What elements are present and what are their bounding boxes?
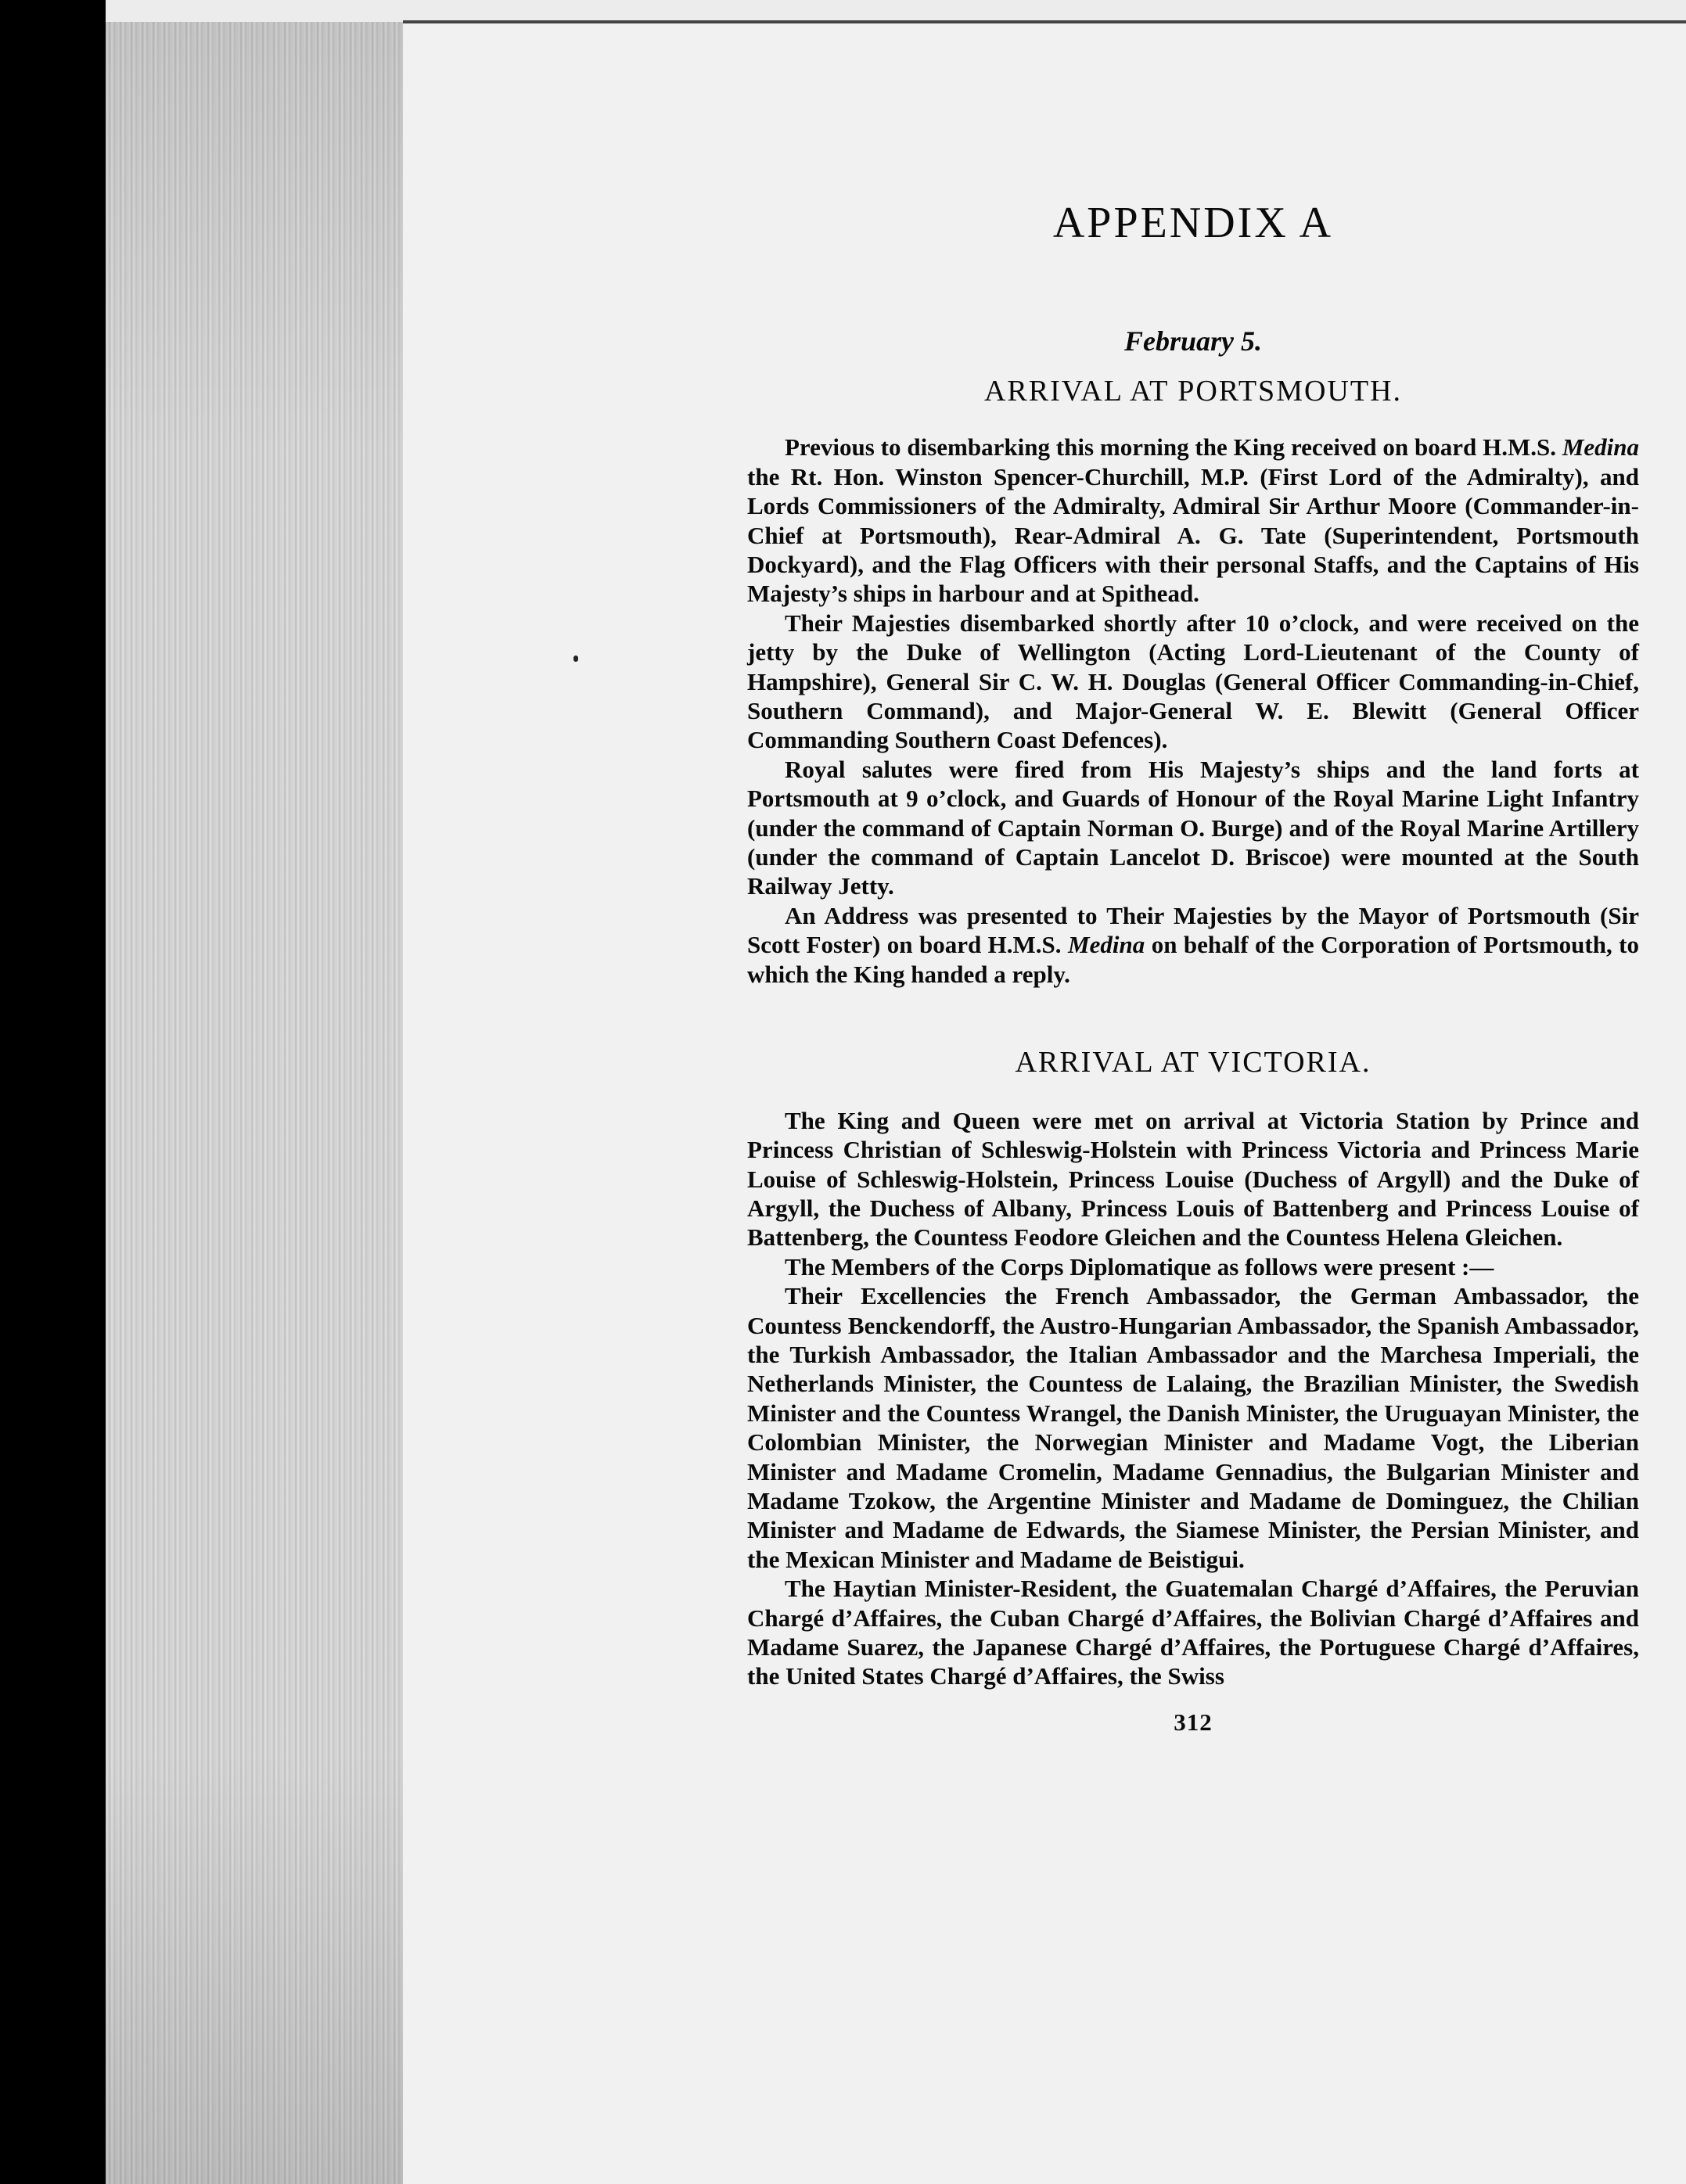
section-title-victoria: ARRIVAL AT VICTORIA. [1015,1046,1371,1079]
paragraph: Previous to disembarking this morning the King received on board H.M.S. Medina the Rt. Hon. Winston Spencer-Churchill, M.P. (First Lord of the Admiralty), and Lords Commissioners of the Admiralty, Admiral Sir Arthur Moore (Commander-in-Chief at Portsmouth), Rear-Admiral A. G. Tate (Superintendent, Portsmouth Dockyard), and the Flag Officers with their personal Staffs, and the Captains of His Majesty’s ships in harbour and at Spithead. [747,433,1639,608]
book-gutter [0,0,106,2184]
paragraph: An Address was presented to Their Majesties by the Mayor of Portsmouth (Sir Scott Foster) on board H.M.S. Medina on behalf of the Corporation of Portsmouth, to which the King handed a reply. [747,901,1640,988]
ink-speck [573,656,578,662]
section-title-portsmouth: ARRIVAL AT PORTSMOUTH. [983,374,1403,408]
paragraph: The Haytian Minister-Resident, the Guatemalan Chargé d’Affaires, the Peruvian Chargé d’Affaires, the Cuban Chargé d’Affaires, the Bolivian Chargé d’Affaires and Madame Suarez, the Japanese Chargé d’Affaires, the Portuguese Chargé d’Affaires, the United States Chargé d’Affaires, the Swiss [747,1575,1639,1690]
page-content [747,199,1639,1737]
paragraph: The King and Queen were met on arrival at Victoria Station by Prince and Princess Christian of Schleswig-Holstein with Princess Victoria and Princess Marie Louise of Schleswig-Holstein, Princess Louise (Duchess of Argyll) and the Duke of Argyll, the Duchess of Albany, Princess Louis of Battenberg and Princess Louise of Battenberg, the Countess Feodore Gleichen and the Countess Helena Gleichen. [747,1106,1639,1252]
paragraph: The Members of the Corps Diplomatique as follows were present :— [785,1252,1494,1281]
paragraph: Their Majesties disembarked shortly after 10 o’clock, and were received on the jetty by the Duke of Wellington (Acting Lord-Lieutenant of the County of Hampshire), General Sir C. W. H. Douglas (General Officer Commanding-in-Chief, Southern Command), and Major-General W. E. Blewitt (General Officer Commanding Southern Coast Defences). [747,609,1639,754]
page-number: 312 [1174,1708,1213,1736]
paragraph: Royal salutes were fired from His Majesty’s ships and the land forts at Portsmouth at 9 o’clock, and Guards of Honour of the Royal Marine Light Infantry (under the command of Captain Norman O. Burge) and of the Royal Marine Artillery (under the command of Captain Lancelot D. Briscoe) were mounted at the South Railway Jetty. [747,755,1639,900]
page-edges [106,22,403,2184]
appendix-title: APPENDIX A [1052,199,1334,247]
paragraph: Their Excellencies the French Ambassador, the German Ambassador, the Countess Benckendorff, the Austro-Hungarian Ambassador, the Spanish Ambassador, the Turkish Ambassador, the Italian Ambassador and the Marchesa Imperiali, the Netherlands Minister, the Countess de Lalaing, the Brazilian Minister, the Swedish Minister and the Countess Wrangel, the Danish Minister, the Uruguayan Minister, the Colombian Minister, the Norwegian Minister and Madame Vogt, the Liberian Minister and Madame Cromelin, Madame Gennadius, the Bulgarian Minister and Madame Tzokow, the Argentine Minister and Madame de Dominguez, the Chilian Minister and Madame de Edwards, the Siamese Minister, the Persian Minister, and the Mexican Minister and Madame de Beistigui. [747,1282,1639,1573]
date-heading: February 5. [1123,325,1262,357]
